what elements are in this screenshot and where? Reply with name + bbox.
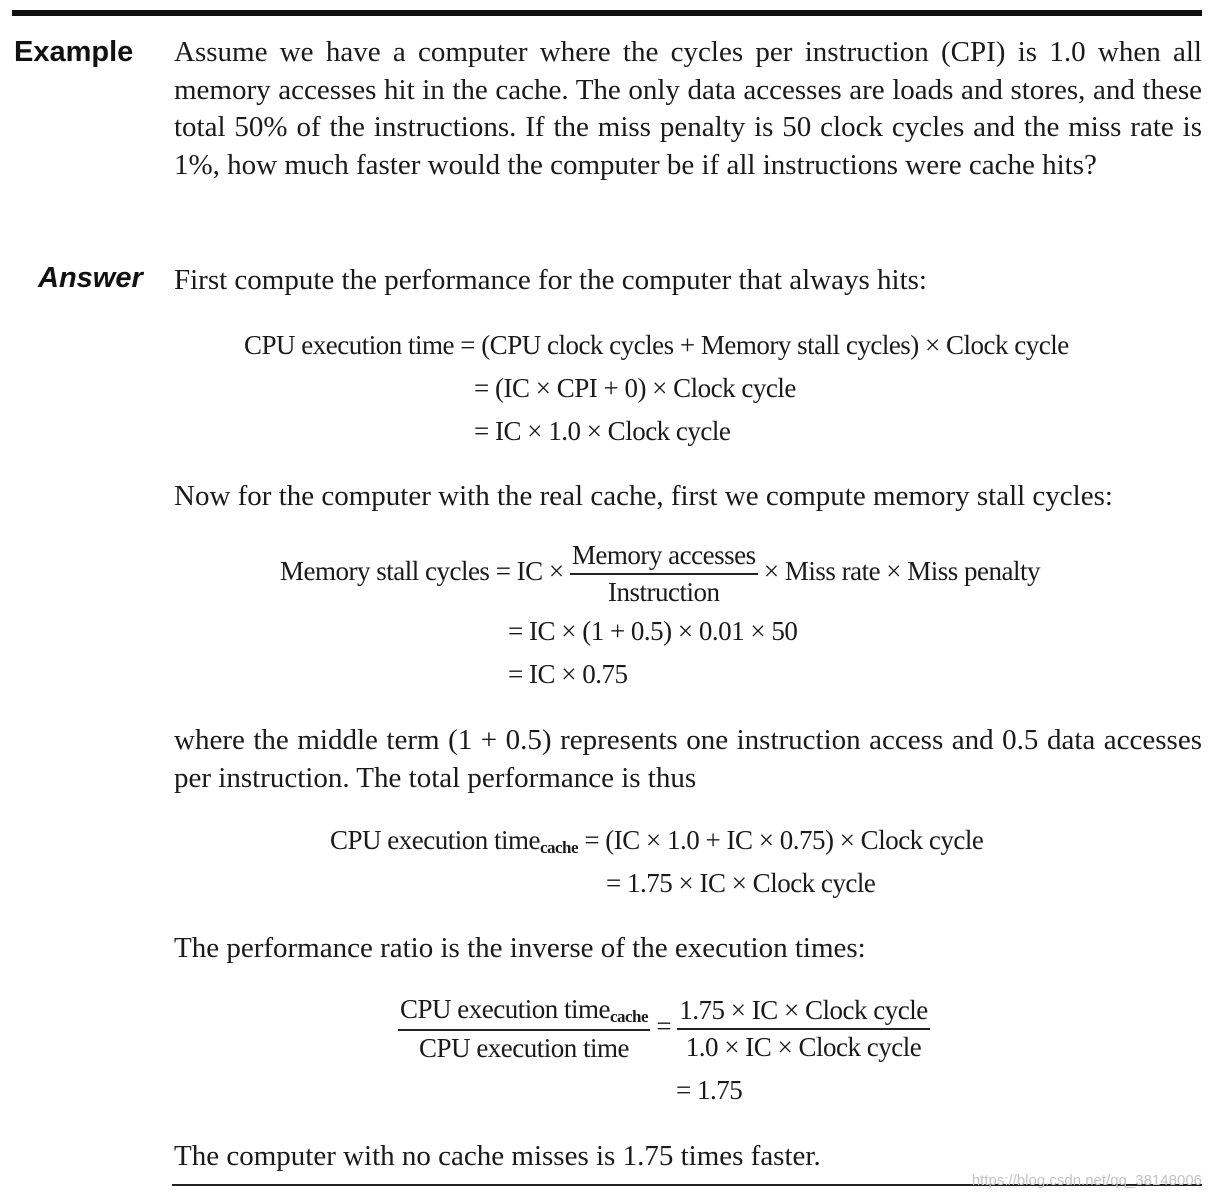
eq3-line2: = 1.75 × IC × Clock cycle <box>606 868 876 898</box>
eq3-lhs: CPU execution time <box>330 825 540 855</box>
eq1-line3: = IC × 1.0 × Clock cycle <box>474 416 731 446</box>
eq2-line3: = IC × 0.75 <box>508 659 628 689</box>
eq4-line2: = 1.75 <box>676 1075 743 1105</box>
eq4-equals: = <box>656 1011 672 1042</box>
answer-intro: First compute the performance for the computer that always hits: <box>174 264 927 296</box>
eq4-right-numerator: 1.75 × IC × Clock cycle <box>677 995 929 1030</box>
eq2-rhs: × Miss rate × Miss penalty <box>763 556 1041 587</box>
example-text: Assume we have a computer where the cycles per instruction (CPI) is 1.0 when all memory accesses hit in the cache. The only data accesses are loads and stores, and these total 50% of the instructions. If the miss penalty is 50 clock cycles and the miss rate is 1%, how much faster would the computer be if all instructions were cache hits? <box>174 36 1202 181</box>
eq2-frac-denominator: Instruction <box>608 577 720 607</box>
eq4-left-numerator-subscript: cache <box>609 1007 649 1026</box>
eq4-right-fraction <box>677 995 929 1063</box>
eq1-line1 <box>244 330 1069 361</box>
answer-label: Answer <box>38 262 143 294</box>
paragraph-stall: Now for the computer with the real cache, first we compute memory stall cycles: <box>174 480 1113 512</box>
eq4-left-denominator: CPU execution time <box>419 1033 630 1063</box>
eq3-lhs-subscript: cache <box>539 838 579 857</box>
eq2-lhs: Memory stall cycles = IC × <box>280 556 564 587</box>
conclusion: The computer with no cache misses is 1.75 times faster. <box>174 1140 821 1172</box>
eq2-fraction <box>570 540 758 608</box>
eq2-line1 <box>280 540 1040 608</box>
eq4-left-numerator: CPU execution time$_{cache}$ <box>398 994 650 1031</box>
eq3-line1 <box>330 825 983 858</box>
eq1-lhs: CPU execution time <box>244 330 454 360</box>
watermark: https://blog.csdn.net/qq_38148006 <box>971 1172 1202 1189</box>
eq1-line2: = (IC × CPI + 0) × Clock cycle <box>474 373 796 403</box>
eq1-rhs-1: = (CPU clock cycles + Memory stall cycles) × Clock cycle <box>460 330 1069 360</box>
eq3-rhs-1: = (IC × 1.0 + IC × 0.75) × Clock cycle <box>584 825 984 855</box>
eq4-left-fraction <box>398 994 650 1064</box>
eq4-right-denominator: 1.0 × IC × Clock cycle <box>685 1032 922 1062</box>
eq2-line2: = IC × (1 + 0.5) × 0.01 × 50 <box>508 616 798 646</box>
example-label: Example <box>14 36 134 68</box>
paragraph-ratio: The performance ratio is the inverse of the execution times: <box>174 932 866 964</box>
top-rule <box>12 10 1202 16</box>
eq2-frac-numerator: Memory accesses <box>570 540 758 575</box>
paragraph-middle-term: where the middle term (1 + 0.5) represents one instruction access and 0.5 data accesses per instruction. The total performance is thus <box>174 724 1202 794</box>
eq4-line1 <box>398 994 930 1064</box>
